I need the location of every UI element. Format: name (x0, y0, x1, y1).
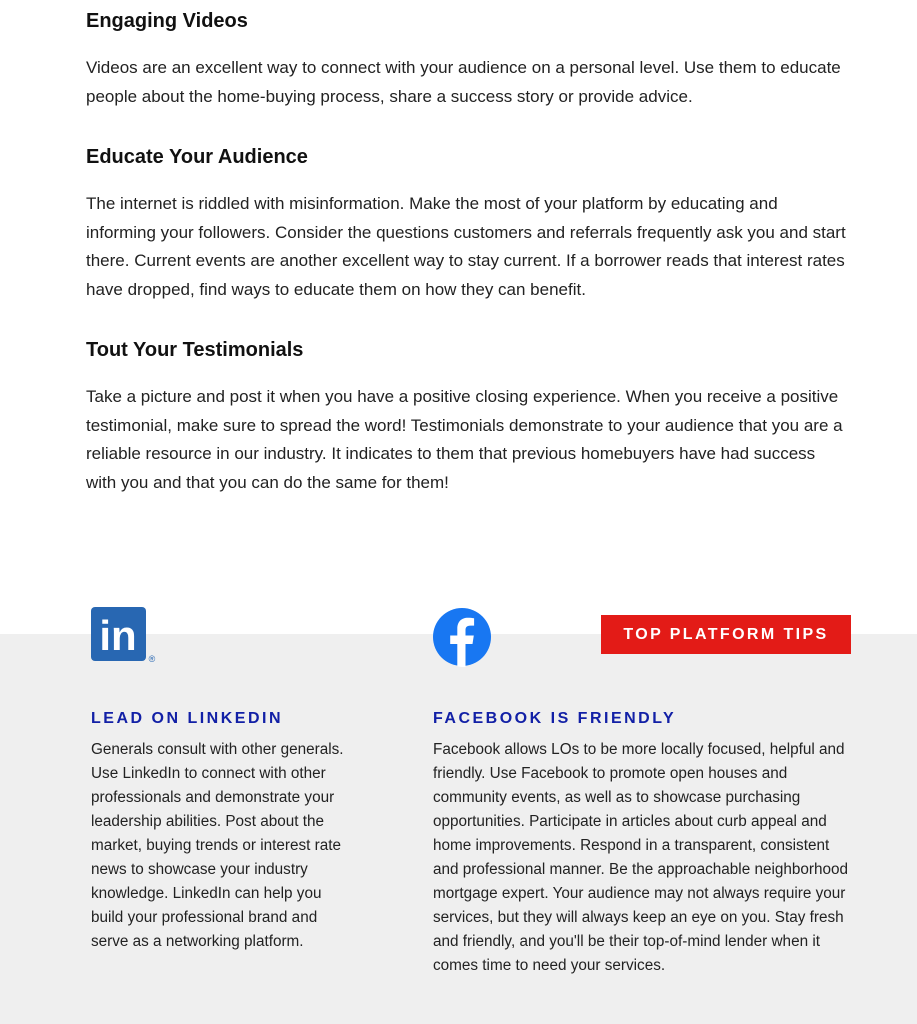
top-platform-tips-banner: TOP PLATFORM TIPS (601, 615, 851, 654)
section-body: Take a picture and post it when you have a positive closing experience. When you receive a positive testimonial, make sure to spread the word! Testimonials demonstrate to your audience that you are a reliable resource in our industry. It indicates to them that previous homebuyers have had success with you and that you can do the same for them! (86, 387, 843, 493)
registered-mark: ® (148, 654, 156, 663)
linkedin-heading: LEAD ON LINKEDIN (91, 710, 283, 727)
linkedin-body: Generals consult with other generals. Use LinkedIn to connect with other professionals and demonstrate your leadership abilities. Post about the market, buying trends or interest rate news to showcase your industry knowledge. LinkedIn can help you build your professional brand and serve as a networking platform. (91, 741, 344, 950)
linkedin-icon (91, 607, 157, 663)
section-body: Videos are an excellent way to connect with your audience on a personal level. Use them to educate people about the home-buying process, share a success story or provide advice. (86, 58, 841, 106)
section-heading: Engaging Videos (86, 10, 248, 32)
facebook-icon (432, 607, 492, 667)
linkedin-column (91, 708, 351, 954)
section-body: The internet is riddled with misinformation. Make the most of your platform by educating and informing your followers. Consider the questions customers and referrals frequently ask you and start there. Current events are another excellent way to stay current. If a borrower reads that interest rates have dropped, find ways to educate them on how they can benefit. (86, 194, 846, 300)
section-heading: Educate Your Audience (86, 146, 308, 168)
linkedin-logo-text: in (99, 612, 137, 659)
section-tout-testimonials (86, 337, 846, 498)
facebook-column (433, 708, 853, 978)
section-educate-audience (86, 144, 846, 305)
facebook-body: Facebook allows LOs to be more locally focused, helpful and friendly. Use Facebook to promote open houses and community events, as well as to showcase purchasing opportunities. Participate in articles about curb appeal and home improvements. Respond in a transparent, consistent and professional manner. Be the approachable neighborhood mortgage expert. Your audience may not always require your services, but they will always keep an eye on you. Stay fresh and friendly, and you'll be their top-of-mind lender when it comes time to need your services. (433, 741, 849, 974)
section-engaging-videos (86, 8, 846, 111)
facebook-heading: FACEBOOK IS FRIENDLY (433, 710, 677, 727)
section-heading: Tout Your Testimonials (86, 339, 304, 361)
